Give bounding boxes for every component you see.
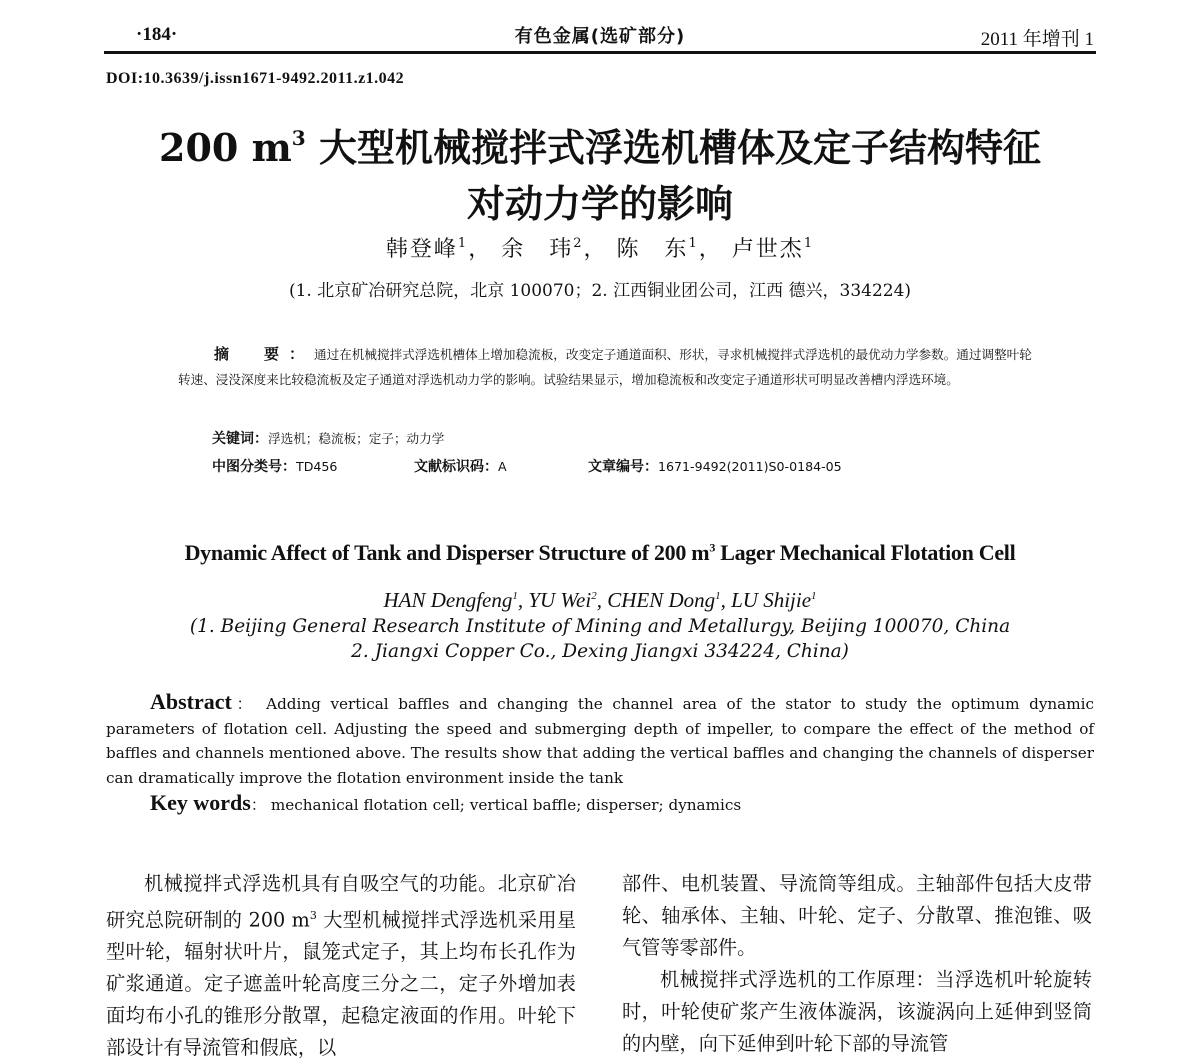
author-affil-sup: 1 [688,236,699,251]
title-chinese-line-2: 对动力学的影响 [466,181,733,226]
keywords-cn-text: 浮选机；稳流板；定子；动力学 [268,431,445,446]
article-number [588,456,842,476]
affiliation-en-1: (1. Beijing General Research Institute of Mining and Metallurgy, Beijing 100070, China [189,616,1011,637]
affiliation-en-2: 2. Jiangxi Copper Co., Dexing Jiangxi 334224, China) [351,641,849,662]
author-sep: , [596,588,608,612]
author-en-name: YU Wei [528,588,592,612]
journal-name: 有色金属(选矿部分) [514,26,686,47]
abstract-cn-label: 摘 要： [214,345,315,363]
author-sep: , [517,588,529,612]
body-superscript: 3 [309,909,317,922]
article-no-label: 文章编号： [588,459,658,475]
abstract-english [106,690,1094,790]
title-en-superscript: 3 [709,540,716,555]
title-chinese [100,110,1100,232]
title-chinese-line-1 [100,110,1100,176]
doc-code-value: A [498,459,507,474]
running-head [106,22,1094,50]
body-text: 大型机械搅拌式浮选机采用星型叶轮，辐射状叶片，鼠笼式定子，其上均布长孔作为矿浆通道。定子遮盖叶轮高度三分之二，定子外增加表面均布小孔的锥形分散罩，起稳定液面的作用。叶轮下部设计有导流管和假底，以 [106,908,576,1060]
author-en-sup: 1 [715,590,721,602]
title-cn-rest: 大型机械搅拌式浮选机槽体及定子结构特征 [305,125,1041,170]
authors-chinese: 韩登峰$^1$， 余 玮$^2$， 陈 东$^1$， 卢世杰$^1$ [385,236,815,262]
keywords-en-colon: ： [250,796,267,814]
page-number: ·184· [136,24,178,45]
author-en-sup: 1 [811,590,817,602]
author-en-name: LU Shijie [731,588,812,612]
keywords-en-text: mechanical flotation cell; vertical baffle; disperser; dynamics [266,796,742,814]
title-en-suffix: Lager Mechanical Flotation Cell [715,540,1016,565]
author-name: 卢世杰 [731,237,804,262]
author-cn [732,237,814,262]
author-cn [617,237,699,262]
author-en-sup: 1 [512,590,518,602]
author-name: 陈 东 [616,237,689,262]
article-no-value: 1671-9492(2011)S0-0184-05 [658,459,842,474]
title-cn-superscript: 3 [291,126,306,150]
doi: DOI:10.3639/j.issn1671-9492.2011.z1.042 [106,70,405,87]
title-english [100,540,1100,566]
author-name: 韩登峰 [385,237,458,262]
body-paragraph: 机械搅拌式浮选机的工作原理：当浮选机叶轮旋转时，叶轮使矿浆产生液体漩涡，该漩涡向上延伸到竖筒的内壁，向下延伸到叶轮下部的导流管 [622,968,1092,1055]
abstract-cn-text: 通过在机械搅拌式浮选机槽体上增加稳流板，改变定子通道面积、形状，寻求机械搅拌式浮选机的最优动力学参数。通过调整叶轮转速、浸没深度来比较稳流板及定子通道对浮选机动力学的影响。试验结果显示，增加稳流板和改变定子通道形状可明显改善槽内浮选环境。 [178,347,1032,387]
affiliations-chinese: (1. 北京矿冶研究总院，北京 100070；2. 江西铜业团公司，江西 德兴，334224) [288,281,912,301]
journal-issue: 2011 年增刊 1 [980,29,1094,50]
body-paragraph: 部件、电机装置、导流筒等组成。主轴部件包括大皮带轮、轴承体、主轴、叶轮、定子、分散罩、推泡锥、吸气管等零部件。 [622,872,1092,959]
clc-label: 中图分类号： [212,459,296,475]
authors-english [100,588,1100,613]
keywords-english [150,790,741,816]
document-code [414,456,507,476]
keywords-chinese [212,428,444,448]
author-affil-sup: 1 [457,236,469,251]
abstract-chinese [178,342,1036,392]
abstract-en-label: Abstract [150,689,232,714]
clc-number [212,456,337,476]
body-text: 机械搅拌式浮选机具有自吸空气的功能。北京矿冶研究总院研制的 200 m [106,872,576,932]
keywords-cn-label: 关键词： [212,431,268,447]
doc-code-label: 文献标识码： [414,459,498,475]
author-name: 余 玮 [501,237,574,262]
header-rule [104,51,1096,54]
author-affil-sup: 1 [803,236,815,251]
abstract-en-colon: ： [231,695,257,713]
title-en-prefix: Dynamic Affect of Tank and Disperser Structure of 200 m [184,540,710,565]
body-paragraph [106,868,576,1064]
author-en-name: CHEN Dong [607,588,716,612]
abstract-en-text: Adding vertical baffles and changing the channel area of the stator to study the optimum dynamic parameters of flotation cell. Adjusting the speed and submerging depth of impeller, to compare the effect of the method of baffles and channels mentioned above. The results show that adding the vertical baffles and changing the channels of disperser can dramatically improve the flotation environment inside the tank [106,695,1095,787]
author-en-sup: 2 [591,590,597,602]
title-cn-prefix: 200 m [159,125,292,170]
author-affil-sup: 2 [573,236,584,251]
author-cn [386,237,468,262]
keywords-en-label: Key words [150,790,251,815]
affiliations-english [100,614,1100,664]
author-sep: , [720,588,732,612]
body-column-left [106,868,576,1064]
body-column-right [622,868,1092,1060]
author-en-name: HAN Dengfeng [383,588,513,612]
clc-value: TD456 [296,459,338,474]
author-cn [501,237,583,262]
